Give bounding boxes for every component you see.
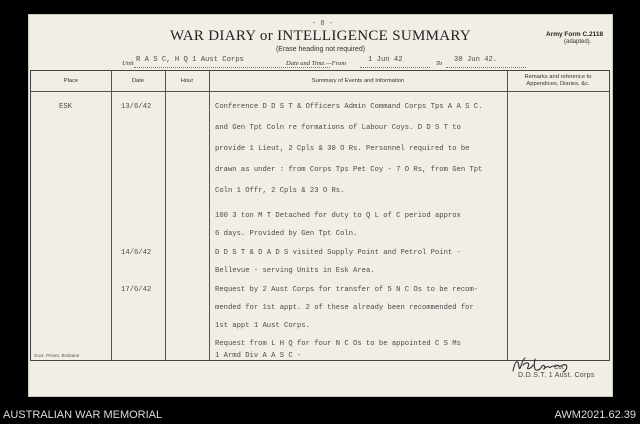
form-number: Army Form C.2118 xyxy=(546,31,604,38)
signatory-title: D.D.S.T. 1 Aust. Corps xyxy=(518,372,595,379)
summary-line: 100 3 ton M T Detached for duty to Q L of C period approx xyxy=(215,212,461,220)
summary-line: 6 days. Provided by Gen Tpt Coln. xyxy=(215,230,358,238)
summary-line: 1st appt 1 Aust Corps. xyxy=(215,322,310,330)
summary-line: 1 Armd Div A A S C - xyxy=(215,352,302,360)
summary-line: Conference D D S T & Officers Admin Command Corps Tps A A S C. xyxy=(215,103,483,111)
date-to-dotted-line xyxy=(446,67,526,68)
archive-reference: AWM2021.62.39 xyxy=(554,409,636,421)
summary-line: Request by 2 Aust Corps for transfer of 5 N C Os to be recom- xyxy=(215,286,479,294)
column-header-place: Place xyxy=(63,78,79,84)
summary-line: D D S T & D A D S visited Supply Point and Petrol Point - xyxy=(215,249,461,257)
page-number: - 8 - xyxy=(312,20,334,28)
unit-dotted-line xyxy=(134,67,330,68)
column-header-summary: Summary of Events and Information xyxy=(311,78,405,84)
to-label: To xyxy=(436,60,443,67)
date-from: 1 Jun 42 xyxy=(368,56,403,64)
summary-line: Bellevue - serving Units in Esk Area. xyxy=(215,267,375,275)
summary-line: Request from L H Q for four N C Os to be appointed C S Ms xyxy=(215,340,461,348)
form-note: (adapted). xyxy=(564,39,592,45)
summary-line: mended for 1st appt. 2 of these already been recommended for xyxy=(215,304,474,312)
summary-line: drawn as under : from Corps Tps Pet Coy - 7 O Rs, from Gen Tpt xyxy=(215,166,483,174)
form-subtitle: (Erase heading not required) xyxy=(275,46,366,53)
summary-line: provide 1 Lieut, 2 Cpls & 30 O Rs. Personnel required to be xyxy=(215,145,470,153)
column-header-date: Date xyxy=(131,78,145,84)
archive-caption: AUSTRALIAN WAR MEMORIAL xyxy=(3,409,163,421)
row-date: 13/6/42 xyxy=(121,103,152,111)
header-row-border xyxy=(31,91,609,92)
summary-line: Coln 1 Offr, 2 Cpls & 23 O Rs. xyxy=(215,187,345,195)
row-date: 17/6/42 xyxy=(121,286,152,294)
printer-imprint: Govt. Printer, Brisbane xyxy=(34,353,80,358)
row-date: 14/6/42 xyxy=(121,249,152,257)
date-to: 30 Jun 42. xyxy=(454,56,498,64)
column-divider xyxy=(507,71,508,360)
column-header-hour: Hour xyxy=(180,78,194,84)
signature-suffix: Col. xyxy=(554,365,565,371)
column-divider xyxy=(209,71,210,360)
column-divider xyxy=(111,71,112,360)
diary-table xyxy=(30,70,610,361)
row-place: ESK xyxy=(59,103,72,111)
unit-label: Unit xyxy=(122,60,134,67)
column-header-remarks: Remarks and reference to Appendices, Diaries, &c. xyxy=(524,74,592,87)
diary-page xyxy=(28,14,613,397)
summary-line: and Gen Tpt Coln re formations of Labour Coys. D D S T to xyxy=(215,124,461,132)
unit-value: R A S C, H Q 1 Aust Corps xyxy=(136,56,244,64)
form-title: WAR DIARY or INTELLIGENCE SUMMARY xyxy=(169,28,471,44)
date-time-label: Date and Time.—From xyxy=(286,60,346,67)
date-from-dotted-line xyxy=(360,67,430,68)
column-divider xyxy=(165,71,166,360)
